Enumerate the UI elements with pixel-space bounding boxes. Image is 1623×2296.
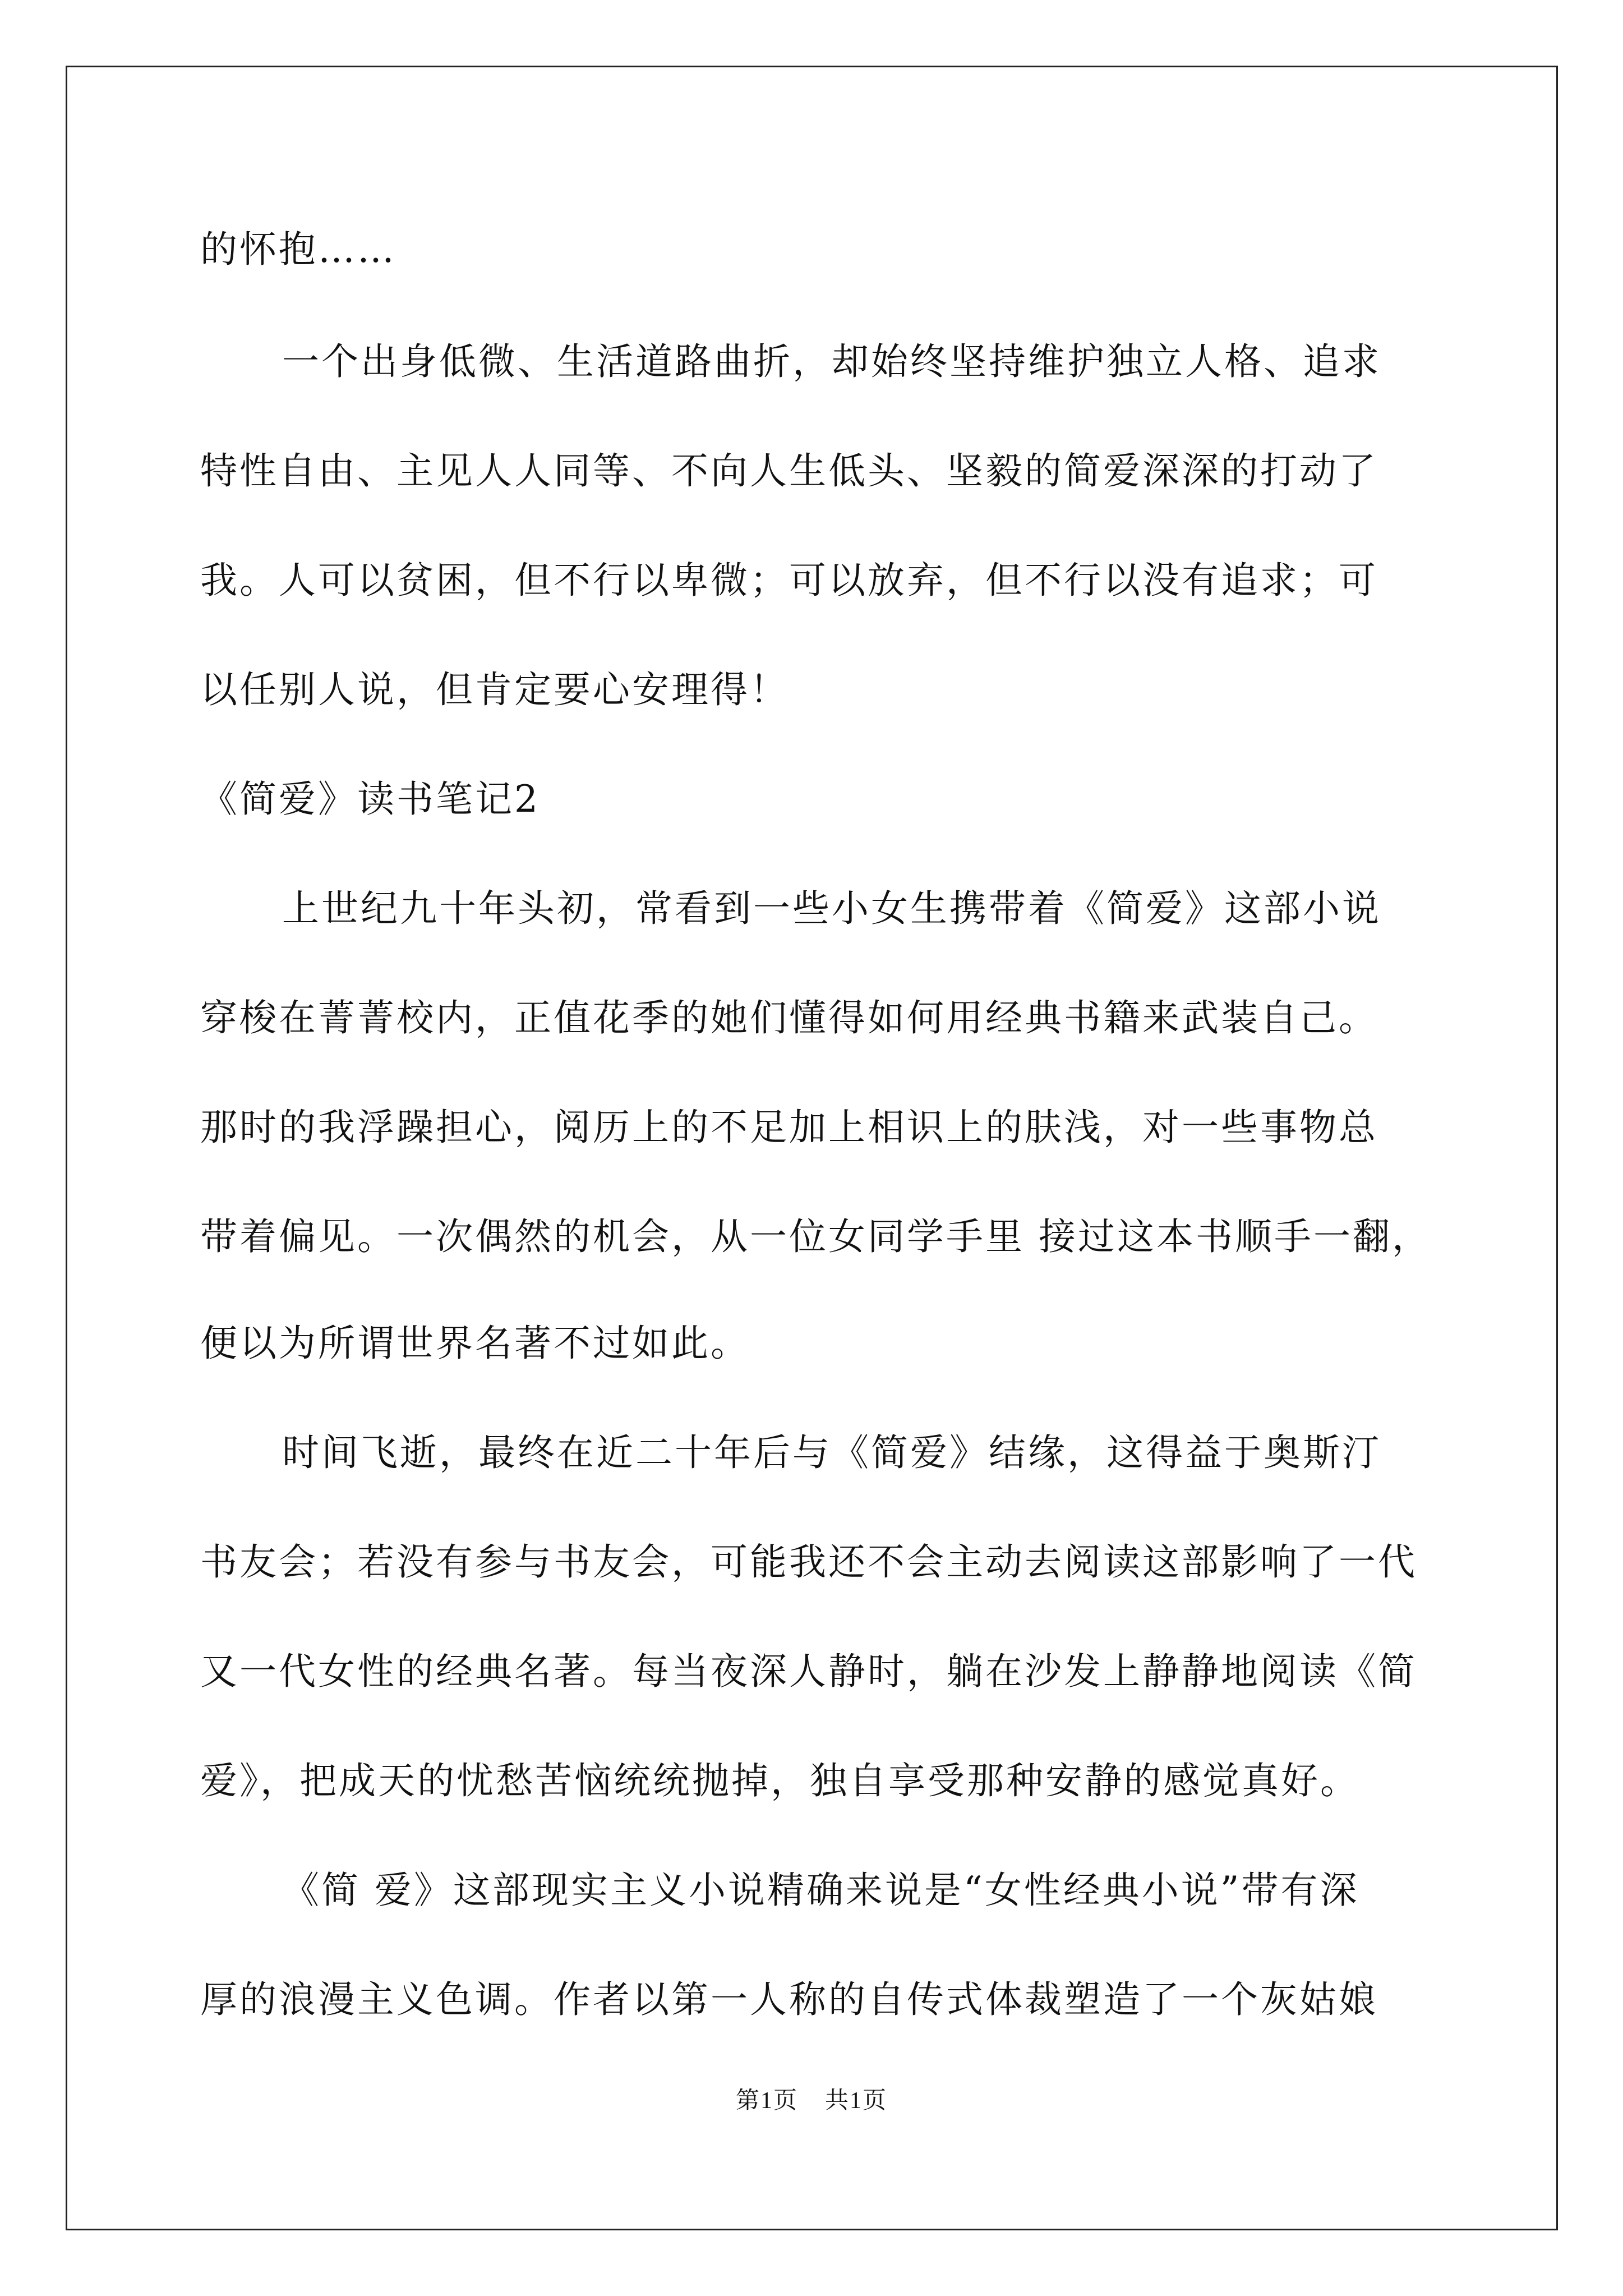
text-line: 我。人可以贫困，但不行以卑微；可以放弃，但不行以没有追求；可 [200,559,1378,602]
text-line: 书友会；若没有参与书友会，可能我还不会主动去阅读这部影响了一代 [200,1540,1417,1584]
text-line: 厚的浪漫主义色调。作者以第一人称的自传式体裁塑造了一个灰姑娘 [200,1978,1378,2021]
text-line: 《简 爱》这部现实主义小说精确来说是“女性经典小说”带有深 [282,1869,1359,1912]
text-line: 上世纪九十年头初，常看到一些小女生携带着《简爱》这部小说 [282,887,1381,930]
text-line: 那时的我浮躁担心，阅历上的不足加上相识上的肤浅，对一些事物总 [200,1106,1378,1149]
text-line: 特性自由、主见人人同等、不向人生低头、坚毅的简爱深深的打动了 [200,449,1378,493]
page-total: 共1页 [825,2088,888,2114]
text-line: 时间飞逝，最终在近二十年后与《简爱》结缘，这得益于奥斯汀 [282,1431,1381,1474]
text-line: 又一代女性的经典名著。每当夜深人静时，躺在沙发上静静地阅读《简 [200,1650,1417,1693]
page-footer [0,2087,1623,2115]
text-line: 以任别人说，但肯定要心安理得！ [200,668,789,711]
text-line: 爱》，把成天的忧愁苦恼统统抛掉，独自享受那种安静的感觉真好。 [200,1759,1359,1802]
text-line: 便以为所谓世界名著不过如此。 [200,1322,750,1365]
section-heading: 《简爱》读书笔记2 [200,777,540,821]
text-line: 的怀抱…… [200,228,396,271]
text-line: 带着偏见。一次偶然的机会，从一位女同学手里 接过这本书顺手一翻， [200,1215,1431,1258]
text-line: 穿梭在菁菁校内，正值花季的她们懂得如何用经典书籍来武装自己。 [200,996,1378,1039]
page-number: 第1页 [735,2088,798,2114]
text-line: 一个出身低微、生活道路曲折，却始终坚持维护独立人格、追求 [282,340,1381,383]
